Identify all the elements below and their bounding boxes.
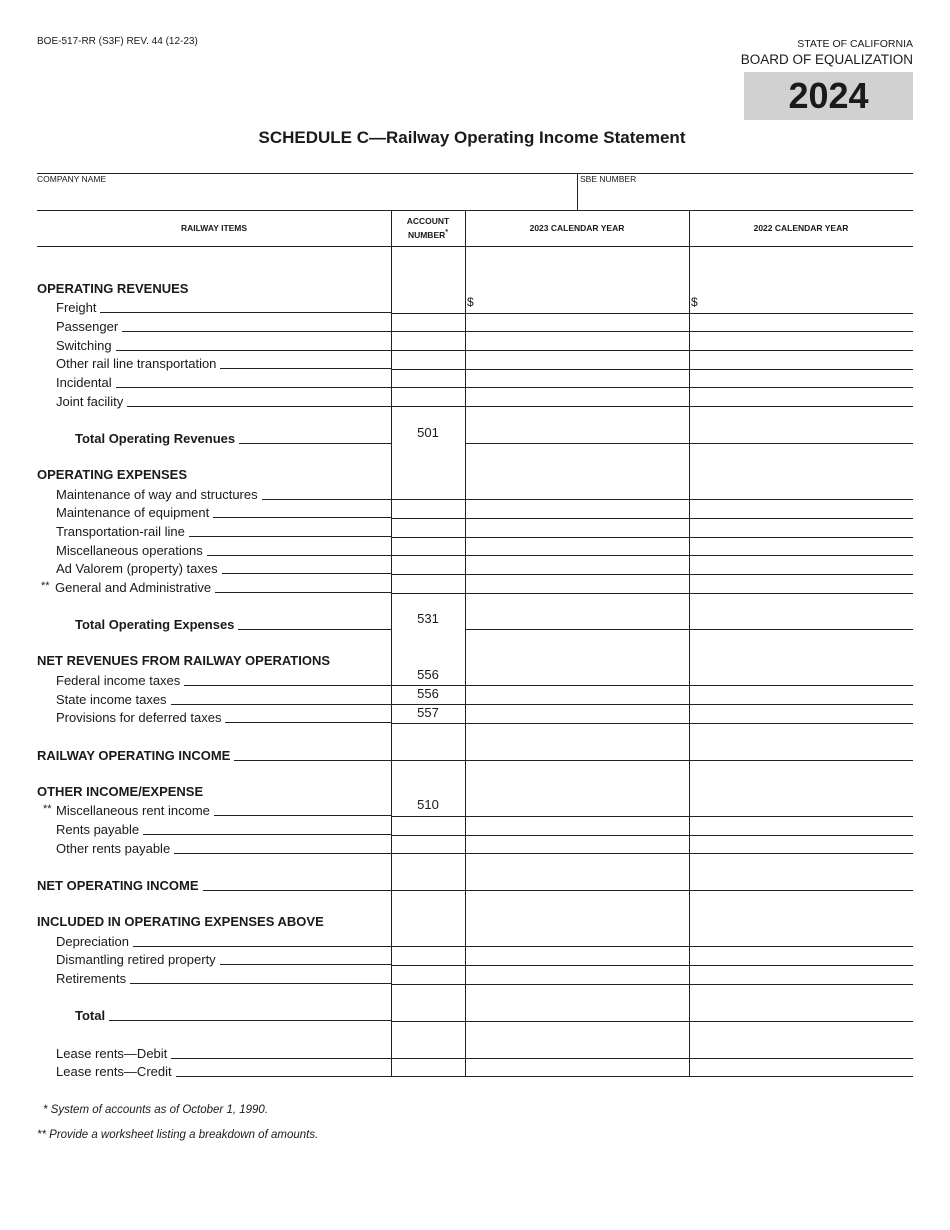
- row-line: [391, 574, 913, 575]
- row-line: [391, 499, 913, 500]
- state-name: STATE OF CALIFORNIA: [797, 38, 913, 50]
- line-state-tax: [56, 691, 391, 707]
- account-state-tax: 556: [417, 686, 439, 701]
- row-line: [391, 369, 913, 370]
- row-line: [391, 685, 913, 686]
- item-label: Switching: [56, 338, 112, 353]
- section-included: INCLUDED IN OPERATING EXPENSES ABOVE: [37, 914, 324, 929]
- sbe-number-field[interactable]: [580, 186, 913, 208]
- row-line: [391, 406, 913, 407]
- section-other-income: OTHER INCOME/EXPENSE: [37, 784, 204, 799]
- line-gen-admin: [55, 579, 391, 595]
- section-operating-expenses: OPERATING EXPENSES: [37, 467, 188, 482]
- row-line: [391, 555, 913, 556]
- line-incidental: [56, 374, 391, 390]
- line-total: [75, 1007, 391, 1023]
- company-name-label: COMPANY NAME: [37, 174, 107, 184]
- row-line: [391, 593, 913, 594]
- divider: [37, 173, 913, 174]
- double-star-mark: **: [43, 803, 52, 815]
- footnote-text: Provide a worksheet listing a breakdown of amounts.: [49, 1129, 319, 1141]
- item-label: State income taxes: [56, 692, 167, 707]
- divider: [37, 246, 913, 247]
- section-operating-revenues: OPERATING REVENUES: [37, 281, 189, 296]
- account-deferred-tax: 557: [417, 705, 439, 720]
- row-line: [465, 629, 913, 630]
- board-name: BOARD OF EQUALIZATION: [740, 52, 913, 67]
- tax-year-box: [744, 72, 913, 120]
- currency-symbol-2023: $: [467, 295, 474, 309]
- account-header-line1: ACCOUNT: [406, 216, 450, 226]
- sbe-number-label: SBE NUMBER: [580, 174, 637, 184]
- line-retirements: [56, 970, 391, 986]
- column-header-2023: 2023 CALENDAR YEAR: [529, 223, 625, 233]
- row-line: [391, 853, 913, 854]
- double-star-mark: **: [41, 580, 50, 592]
- line-maint-equip: [56, 504, 391, 520]
- column-header-2022: 2022 CALENDAR YEAR: [753, 223, 849, 233]
- line-federal-tax: [56, 672, 391, 688]
- item-label: Maintenance of way and structures: [56, 487, 258, 502]
- line-rents-payable: [56, 821, 391, 837]
- row-line: [391, 537, 913, 538]
- form-id: BOE-517-RR (S3F) REV. 44 (12-23): [37, 36, 198, 47]
- company-name-field[interactable]: [37, 186, 577, 208]
- item-label: Maintenance of equipment: [56, 505, 210, 520]
- line-transport: [56, 523, 391, 539]
- line-railway-op-income: [37, 747, 391, 763]
- footnote-text: System of accounts as of October 1, 1990.: [50, 1104, 269, 1116]
- item-label: Ad Valorem (property) taxes: [56, 561, 218, 576]
- item-label: Miscellaneous rent income: [56, 803, 210, 818]
- footnote-mark: **: [37, 1129, 46, 1141]
- row-line: [391, 890, 913, 891]
- item-label: Federal income taxes: [56, 673, 181, 688]
- row-line: [391, 1058, 913, 1059]
- column-header-account: [391, 216, 465, 241]
- item-label: NET OPERATING INCOME: [37, 878, 199, 893]
- row-line: [391, 1021, 913, 1022]
- item-label: Incidental: [56, 375, 112, 390]
- item-label: Other rents payable: [56, 841, 171, 856]
- row-line: [391, 518, 913, 519]
- item-label: Other rail line transportation: [56, 356, 217, 371]
- item-label: Passenger: [56, 319, 119, 334]
- row-line: [391, 331, 913, 332]
- row-line: [391, 313, 913, 314]
- row-line: [391, 946, 913, 947]
- line-ad-valorem: [56, 560, 391, 576]
- line-lease-debit: [56, 1045, 391, 1061]
- divider: [577, 173, 578, 210]
- account-footnote-mark: *: [445, 228, 449, 236]
- section-net-revenues: NET REVENUES FROM RAILWAY OPERATIONS: [37, 653, 331, 668]
- item-label: Total Operating Expenses: [75, 617, 235, 632]
- currency-symbol-2022: $: [691, 295, 698, 309]
- item-label: Joint facility: [56, 394, 124, 409]
- column-header-items: RAILWAY ITEMS: [180, 223, 248, 233]
- row-line: [391, 984, 913, 985]
- footnote-double: [37, 1129, 318, 1141]
- row-line: [391, 704, 913, 705]
- line-switching: [56, 337, 391, 353]
- row-line: [391, 965, 913, 966]
- line-misc-ops: [56, 542, 391, 558]
- line-depreciation: [56, 933, 391, 949]
- account-federal-tax: 556: [417, 667, 439, 682]
- line-dismantling: [56, 951, 391, 967]
- line-net-op-income: [37, 877, 391, 893]
- divider: [37, 210, 913, 211]
- item-label: Dismantling retired property: [56, 952, 216, 967]
- item-label: Retirements: [56, 971, 127, 986]
- page-title: SCHEDULE C—Railway Operating Income Statement: [258, 128, 686, 147]
- item-label: Freight: [56, 300, 97, 315]
- item-label: Lease rents—Debit: [56, 1046, 168, 1061]
- line-total-expenses: [75, 616, 391, 632]
- item-label: Rents payable: [56, 822, 140, 837]
- account-total-revenues: 501: [417, 425, 439, 440]
- line-passenger: [56, 318, 391, 334]
- footnote-mark: *: [43, 1104, 48, 1116]
- account-total-expenses: 531: [417, 611, 439, 626]
- row-line: [391, 760, 913, 761]
- item-label: Total: [75, 1008, 106, 1023]
- item-label: Transportation-rail line: [56, 524, 185, 539]
- item-label: Depreciation: [56, 934, 129, 949]
- line-lease-credit: [56, 1063, 391, 1079]
- row-line: [391, 835, 913, 836]
- account-misc-rent: 510: [417, 797, 439, 812]
- account-header-line2: NUMBER: [407, 229, 446, 240]
- row-line: [391, 387, 913, 388]
- line-other-rail: [56, 355, 391, 371]
- item-label: Lease rents—Credit: [56, 1064, 172, 1079]
- line-total-revenues: [75, 430, 391, 446]
- line-freight: [56, 299, 391, 315]
- line-misc-rent: [56, 802, 391, 818]
- footnote-single: [43, 1104, 268, 1116]
- tax-year: 2024: [788, 75, 869, 116]
- item-label: Total Operating Revenues: [75, 431, 236, 446]
- item-label: General and Administrative: [55, 580, 212, 595]
- row-line: [391, 350, 913, 351]
- row-line: [391, 816, 913, 817]
- row-line: [465, 443, 913, 444]
- line-other-rents: [56, 840, 391, 856]
- line-deferred-tax: [56, 709, 391, 725]
- item-label: Provisions for deferred taxes: [56, 710, 222, 725]
- line-maint-way: [56, 486, 391, 502]
- row-line: [391, 723, 913, 724]
- row-line: [391, 1076, 913, 1077]
- item-label: RAILWAY OPERATING INCOME: [37, 748, 231, 763]
- line-joint-facility: [56, 393, 391, 409]
- item-label: Miscellaneous operations: [56, 543, 203, 558]
